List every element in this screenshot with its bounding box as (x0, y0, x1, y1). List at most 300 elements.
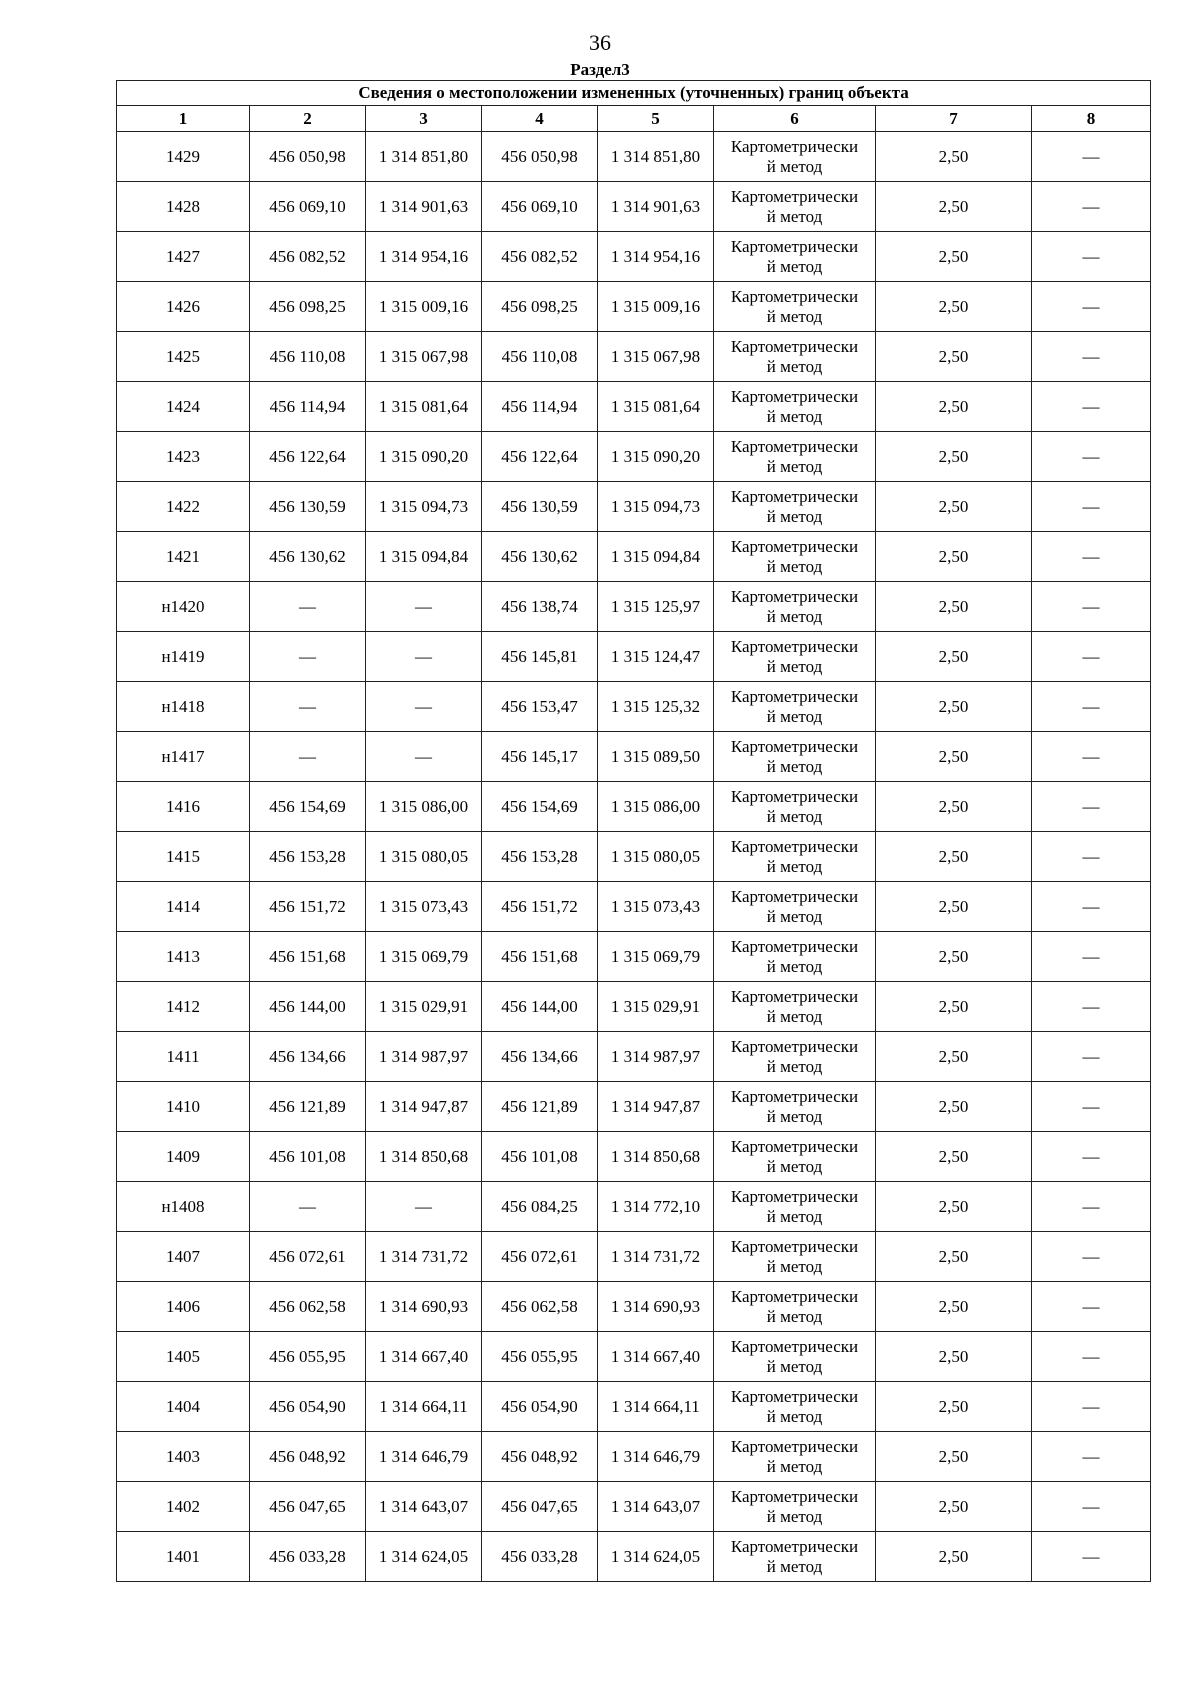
y-existing-cell: 1 314 954,16 (366, 232, 482, 282)
column-number: 8 (1032, 106, 1151, 132)
method-line-1: Картометрически (730, 486, 859, 506)
method-line-2: й метод (766, 1006, 823, 1026)
column-8-cell: — (1032, 732, 1151, 782)
method-line-1: Картометрически (730, 236, 859, 256)
accuracy-cell: 2,50 (876, 182, 1032, 232)
method-line-2: й метод (766, 506, 823, 526)
y-new-cell: 1 315 009,16 (598, 282, 714, 332)
x-new-cell: 456 151,72 (482, 882, 598, 932)
y-existing-cell: 1 315 086,00 (366, 782, 482, 832)
table-row (117, 982, 1151, 1032)
column-number: 6 (714, 106, 876, 132)
x-new-cell: 456 134,66 (482, 1032, 598, 1082)
y-new-cell: 1 315 089,50 (598, 732, 714, 782)
y-existing-cell: 1 315 094,73 (366, 482, 482, 532)
column-8-cell: — (1032, 932, 1151, 982)
column-8-cell: — (1032, 282, 1151, 332)
y-new-cell: 1 315 069,79 (598, 932, 714, 982)
column-8-cell: — (1032, 982, 1151, 1032)
x-existing-cell: — (250, 1182, 366, 1232)
method-line-1: Картометрически (730, 1186, 859, 1206)
method-cell (714, 882, 876, 932)
table-row (117, 482, 1151, 532)
y-new-cell: 1 315 125,32 (598, 682, 714, 732)
y-new-cell: 1 314 772,10 (598, 1182, 714, 1232)
x-new-cell: 456 138,74 (482, 582, 598, 632)
x-existing-cell: — (250, 582, 366, 632)
column-8-cell: — (1032, 882, 1151, 932)
method-cell (714, 632, 876, 682)
method-line-2: й метод (766, 1256, 823, 1276)
column-8-cell: — (1032, 1082, 1151, 1132)
method-cell (714, 432, 876, 482)
y-new-cell: 1 315 124,47 (598, 632, 714, 682)
x-existing-cell: 456 069,10 (250, 182, 366, 232)
page-number: 36 (589, 30, 611, 55)
y-existing-cell: — (366, 682, 482, 732)
y-new-cell: 1 314 643,07 (598, 1482, 714, 1532)
y-existing-cell: 1 314 851,80 (366, 132, 482, 182)
method-line-2: й метод (766, 156, 823, 176)
x-existing-cell: 456 110,08 (250, 332, 366, 382)
point-id-cell: 1407 (117, 1232, 250, 1282)
method-line-2: й метод (766, 1106, 823, 1126)
table-row (117, 1482, 1151, 1532)
method-cell (714, 1032, 876, 1082)
x-new-cell: 456 048,92 (482, 1432, 598, 1482)
y-new-cell: 1 315 125,97 (598, 582, 714, 632)
method-line-2: й метод (766, 806, 823, 826)
method-line-1: Картометрически (730, 836, 859, 856)
method-cell (714, 382, 876, 432)
method-line-2: й метод (766, 756, 823, 776)
column-8-cell: — (1032, 1232, 1151, 1282)
point-id-cell: 1428 (117, 182, 250, 232)
table-row (117, 1232, 1151, 1282)
method-line-1: Картометрически (730, 736, 859, 756)
point-id-cell: 1425 (117, 332, 250, 382)
y-existing-cell: 1 314 690,93 (366, 1282, 482, 1332)
accuracy-cell: 2,50 (876, 332, 1032, 382)
column-8-cell: — (1032, 682, 1151, 732)
column-8-cell: — (1032, 332, 1151, 382)
accuracy-cell: 2,50 (876, 482, 1032, 532)
point-id-cell: 1403 (117, 1432, 250, 1482)
method-line-1: Картометрически (730, 286, 859, 306)
column-number: 5 (598, 106, 714, 132)
column-8-cell: — (1032, 1332, 1151, 1382)
x-existing-cell: 456 050,98 (250, 132, 366, 182)
table-row (117, 732, 1151, 782)
column-8-cell: — (1032, 1432, 1151, 1482)
method-cell (714, 782, 876, 832)
column-8-cell: — (1032, 1132, 1151, 1182)
point-id-cell: 1401 (117, 1532, 250, 1582)
x-existing-cell: — (250, 682, 366, 732)
table-row (117, 282, 1151, 332)
y-existing-cell: 1 314 731,72 (366, 1232, 482, 1282)
x-new-cell: 456 121,89 (482, 1082, 598, 1132)
method-line-1: Картометрически (730, 936, 859, 956)
method-line-1: Картометрически (730, 1236, 859, 1256)
method-line-1: Картометрически (730, 136, 859, 156)
method-cell (714, 1382, 876, 1432)
column-8-cell: — (1032, 232, 1151, 282)
method-line-2: й метод (766, 1556, 823, 1576)
method-line-2: й метод (766, 306, 823, 326)
y-existing-cell: 1 314 901,63 (366, 182, 482, 232)
accuracy-cell: 2,50 (876, 1132, 1032, 1182)
method-line-2: й метод (766, 556, 823, 576)
point-id-cell: 1423 (117, 432, 250, 482)
table-body (117, 132, 1151, 1582)
y-new-cell: 1 314 954,16 (598, 232, 714, 282)
table-row (117, 882, 1151, 932)
y-existing-cell: 1 314 643,07 (366, 1482, 482, 1532)
y-existing-cell: 1 314 947,87 (366, 1082, 482, 1132)
x-new-cell: 456 145,17 (482, 732, 598, 782)
y-new-cell: 1 314 624,05 (598, 1532, 714, 1582)
column-8-cell: — (1032, 1382, 1151, 1432)
table-row (117, 132, 1151, 182)
method-line-1: Картометрически (730, 386, 859, 406)
table-row (117, 1032, 1151, 1082)
table-row (117, 832, 1151, 882)
accuracy-cell: 2,50 (876, 882, 1032, 932)
y-new-cell: 1 314 731,72 (598, 1232, 714, 1282)
method-line-1: Картометрически (730, 886, 859, 906)
y-new-cell: 1 315 080,05 (598, 832, 714, 882)
y-existing-cell: 1 315 067,98 (366, 332, 482, 382)
accuracy-cell: 2,50 (876, 832, 1032, 882)
column-8-cell: — (1032, 1532, 1151, 1582)
y-existing-cell: 1 314 667,40 (366, 1332, 482, 1382)
method-line-2: й метод (766, 956, 823, 976)
column-number: 3 (366, 106, 482, 132)
accuracy-cell: 2,50 (876, 1432, 1032, 1482)
point-id-cell: н1418 (117, 682, 250, 732)
method-cell (714, 732, 876, 782)
x-new-cell: 456 098,25 (482, 282, 598, 332)
table-row (117, 1082, 1151, 1132)
table-row (117, 432, 1151, 482)
accuracy-cell: 2,50 (876, 1232, 1032, 1282)
accuracy-cell: 2,50 (876, 1332, 1032, 1382)
x-new-cell: 456 062,58 (482, 1282, 598, 1332)
method-line-2: й метод (766, 1056, 823, 1076)
y-new-cell: 1 315 086,00 (598, 782, 714, 832)
y-existing-cell: 1 315 029,91 (366, 982, 482, 1032)
y-existing-cell: 1 314 850,68 (366, 1132, 482, 1182)
method-cell (714, 682, 876, 732)
x-new-cell: 456 153,28 (482, 832, 598, 882)
x-existing-cell: 456 144,00 (250, 982, 366, 1032)
method-line-1: Картометрически (730, 1336, 859, 1356)
method-line-1: Картометрически (730, 1436, 859, 1456)
y-existing-cell: 1 315 094,84 (366, 532, 482, 582)
accuracy-cell: 2,50 (876, 382, 1032, 432)
x-new-cell: 456 114,94 (482, 382, 598, 432)
method-line-1: Картометрически (730, 586, 859, 606)
x-new-cell: 456 144,00 (482, 982, 598, 1032)
method-line-2: й метод (766, 656, 823, 676)
method-line-1: Картометрически (730, 1486, 859, 1506)
y-new-cell: 1 314 987,97 (598, 1032, 714, 1082)
point-id-cell: н1417 (117, 732, 250, 782)
x-new-cell: 456 101,08 (482, 1132, 598, 1182)
x-existing-cell: 456 151,68 (250, 932, 366, 982)
accuracy-cell: 2,50 (876, 932, 1032, 982)
method-line-2: й метод (766, 1156, 823, 1176)
accuracy-cell: 2,50 (876, 582, 1032, 632)
method-line-1: Картометрически (730, 336, 859, 356)
accuracy-cell: 2,50 (876, 232, 1032, 282)
accuracy-cell: 2,50 (876, 1032, 1032, 1082)
y-new-cell: 1 314 901,63 (598, 182, 714, 232)
table-row (117, 1132, 1151, 1182)
y-new-cell: 1 315 067,98 (598, 332, 714, 382)
y-existing-cell: 1 315 009,16 (366, 282, 482, 332)
x-new-cell: 456 122,64 (482, 432, 598, 482)
method-line-2: й метод (766, 1506, 823, 1526)
x-new-cell: 456 047,65 (482, 1482, 598, 1532)
column-8-cell: — (1032, 532, 1151, 582)
table-row (117, 532, 1151, 582)
point-id-cell: 1416 (117, 782, 250, 832)
y-existing-cell: 1 314 646,79 (366, 1432, 482, 1482)
method-cell (714, 832, 876, 882)
method-line-2: й метод (766, 606, 823, 626)
method-cell (714, 932, 876, 982)
y-new-cell: 1 314 851,80 (598, 132, 714, 182)
point-id-cell: 1404 (117, 1382, 250, 1432)
y-new-cell: 1 315 073,43 (598, 882, 714, 932)
method-line-2: й метод (766, 1356, 823, 1376)
method-line-2: й метод (766, 1306, 823, 1326)
x-existing-cell: — (250, 732, 366, 782)
y-existing-cell: 1 314 624,05 (366, 1532, 482, 1582)
x-existing-cell: 456 062,58 (250, 1282, 366, 1332)
column-8-cell: — (1032, 582, 1151, 632)
point-id-cell: 1429 (117, 132, 250, 182)
method-line-1: Картометрически (730, 186, 859, 206)
point-id-cell: 1421 (117, 532, 250, 582)
y-existing-cell: 1 315 090,20 (366, 432, 482, 482)
x-existing-cell: 456 134,66 (250, 1032, 366, 1082)
y-existing-cell: 1 315 069,79 (366, 932, 482, 982)
method-cell (714, 282, 876, 332)
point-id-cell: 1427 (117, 232, 250, 282)
x-new-cell: 456 153,47 (482, 682, 598, 732)
method-line-1: Картометрически (730, 1136, 859, 1156)
point-id-cell: н1408 (117, 1182, 250, 1232)
method-cell (714, 482, 876, 532)
method-line-1: Картометрически (730, 1086, 859, 1106)
y-existing-cell: — (366, 732, 482, 782)
x-new-cell: 456 130,59 (482, 482, 598, 532)
column-number: 1 (117, 106, 250, 132)
accuracy-cell: 2,50 (876, 982, 1032, 1032)
point-id-cell: 1422 (117, 482, 250, 532)
accuracy-cell: 2,50 (876, 1182, 1032, 1232)
x-existing-cell: — (250, 632, 366, 682)
column-8-cell: — (1032, 182, 1151, 232)
table-row (117, 1332, 1151, 1382)
method-cell (714, 532, 876, 582)
section-label: Раздел3 (570, 60, 630, 79)
method-cell (714, 1182, 876, 1232)
accuracy-cell: 2,50 (876, 732, 1032, 782)
x-existing-cell: 456 047,65 (250, 1482, 366, 1532)
x-new-cell: 456 055,95 (482, 1332, 598, 1382)
x-existing-cell: 456 130,62 (250, 532, 366, 582)
table-title: Сведения о местоположении измененных (уточненных) границ объекта (117, 81, 1151, 106)
x-existing-cell: 456 130,59 (250, 482, 366, 532)
accuracy-cell: 2,50 (876, 1382, 1032, 1432)
table-row (117, 1282, 1151, 1332)
table-row (117, 332, 1151, 382)
x-new-cell: 456 130,62 (482, 532, 598, 582)
y-existing-cell: 1 314 987,97 (366, 1032, 482, 1082)
method-line-2: й метод (766, 1456, 823, 1476)
point-id-cell: 1424 (117, 382, 250, 432)
method-cell (714, 182, 876, 232)
table-row (117, 682, 1151, 732)
method-line-2: й метод (766, 1206, 823, 1226)
accuracy-cell: 2,50 (876, 782, 1032, 832)
method-line-1: Картометрически (730, 436, 859, 456)
column-8-cell: — (1032, 432, 1151, 482)
method-line-1: Картометрически (730, 786, 859, 806)
x-new-cell: 456 054,90 (482, 1382, 598, 1432)
column-number: 7 (876, 106, 1032, 132)
accuracy-cell: 2,50 (876, 1482, 1032, 1532)
column-8-cell: — (1032, 632, 1151, 682)
x-existing-cell: 456 048,92 (250, 1432, 366, 1482)
point-id-cell: 1405 (117, 1332, 250, 1382)
table-row (117, 782, 1151, 832)
point-id-cell: 1415 (117, 832, 250, 882)
method-line-2: й метод (766, 206, 823, 226)
y-new-cell: 1 314 667,40 (598, 1332, 714, 1382)
x-new-cell: 456 050,98 (482, 132, 598, 182)
accuracy-cell: 2,50 (876, 532, 1032, 582)
accuracy-cell: 2,50 (876, 132, 1032, 182)
table-row (117, 182, 1151, 232)
method-line-2: й метод (766, 1406, 823, 1426)
y-new-cell: 1 314 690,93 (598, 1282, 714, 1332)
y-existing-cell: — (366, 632, 482, 682)
y-new-cell: 1 314 850,68 (598, 1132, 714, 1182)
column-8-cell: — (1032, 832, 1151, 882)
x-new-cell: 456 154,69 (482, 782, 598, 832)
x-new-cell: 456 069,10 (482, 182, 598, 232)
y-new-cell: 1 315 081,64 (598, 382, 714, 432)
table-row (117, 632, 1151, 682)
point-id-cell: 1409 (117, 1132, 250, 1182)
y-new-cell: 1 314 646,79 (598, 1432, 714, 1482)
y-existing-cell: — (366, 1182, 482, 1232)
x-new-cell: 456 151,68 (482, 932, 598, 982)
table-row (117, 932, 1151, 982)
x-existing-cell: 456 114,94 (250, 382, 366, 432)
x-existing-cell: 456 101,08 (250, 1132, 366, 1182)
x-new-cell: 456 033,28 (482, 1532, 598, 1582)
y-existing-cell: 1 315 073,43 (366, 882, 482, 932)
x-new-cell: 456 084,25 (482, 1182, 598, 1232)
y-existing-cell: 1 314 664,11 (366, 1382, 482, 1432)
x-existing-cell: 456 033,28 (250, 1532, 366, 1582)
y-new-cell: 1 314 947,87 (598, 1082, 714, 1132)
method-line-2: й метод (766, 406, 823, 426)
method-cell (714, 1132, 876, 1182)
method-line-1: Картометрически (730, 1536, 859, 1556)
x-existing-cell: 456 054,90 (250, 1382, 366, 1432)
method-line-1: Картометрически (730, 536, 859, 556)
method-cell (714, 132, 876, 182)
method-cell (714, 1332, 876, 1382)
column-8-cell: — (1032, 1482, 1151, 1532)
y-existing-cell: 1 315 081,64 (366, 382, 482, 432)
x-new-cell: 456 145,81 (482, 632, 598, 682)
x-existing-cell: 456 098,25 (250, 282, 366, 332)
table-row (117, 382, 1151, 432)
x-existing-cell: 456 055,95 (250, 1332, 366, 1382)
method-cell (714, 1532, 876, 1582)
point-id-cell: 1402 (117, 1482, 250, 1532)
point-id-cell: н1420 (117, 582, 250, 632)
point-id-cell: 1406 (117, 1282, 250, 1332)
x-existing-cell: 456 082,52 (250, 232, 366, 282)
y-existing-cell: 1 315 080,05 (366, 832, 482, 882)
accuracy-cell: 2,50 (876, 1532, 1032, 1582)
column-8-cell: — (1032, 132, 1151, 182)
table-row (117, 1432, 1151, 1482)
accuracy-cell: 2,50 (876, 682, 1032, 732)
accuracy-cell: 2,50 (876, 1282, 1032, 1332)
table-row (117, 1182, 1151, 1232)
x-existing-cell: 456 122,64 (250, 432, 366, 482)
y-new-cell: 1 314 664,11 (598, 1382, 714, 1432)
accuracy-cell: 2,50 (876, 432, 1032, 482)
method-line-2: й метод (766, 906, 823, 926)
method-cell (714, 332, 876, 382)
point-id-cell: 1412 (117, 982, 250, 1032)
method-cell (714, 1082, 876, 1132)
method-line-1: Картометрически (730, 636, 859, 656)
column-8-cell: — (1032, 482, 1151, 532)
x-new-cell: 456 110,08 (482, 332, 598, 382)
method-line-1: Картометрически (730, 1286, 859, 1306)
x-existing-cell: 456 154,69 (250, 782, 366, 832)
table-row (117, 1532, 1151, 1582)
method-line-2: й метод (766, 706, 823, 726)
table-row (117, 582, 1151, 632)
x-existing-cell: 456 072,61 (250, 1232, 366, 1282)
column-8-cell: — (1032, 1182, 1151, 1232)
column-8-cell: — (1032, 1032, 1151, 1082)
column-8-cell: — (1032, 1282, 1151, 1332)
column-8-cell: — (1032, 782, 1151, 832)
method-cell (714, 232, 876, 282)
accuracy-cell: 2,50 (876, 1082, 1032, 1132)
x-existing-cell: 456 153,28 (250, 832, 366, 882)
table-row (117, 1382, 1151, 1432)
method-line-2: й метод (766, 456, 823, 476)
method-line-1: Картометрически (730, 986, 859, 1006)
x-new-cell: 456 072,61 (482, 1232, 598, 1282)
method-line-2: й метод (766, 356, 823, 376)
